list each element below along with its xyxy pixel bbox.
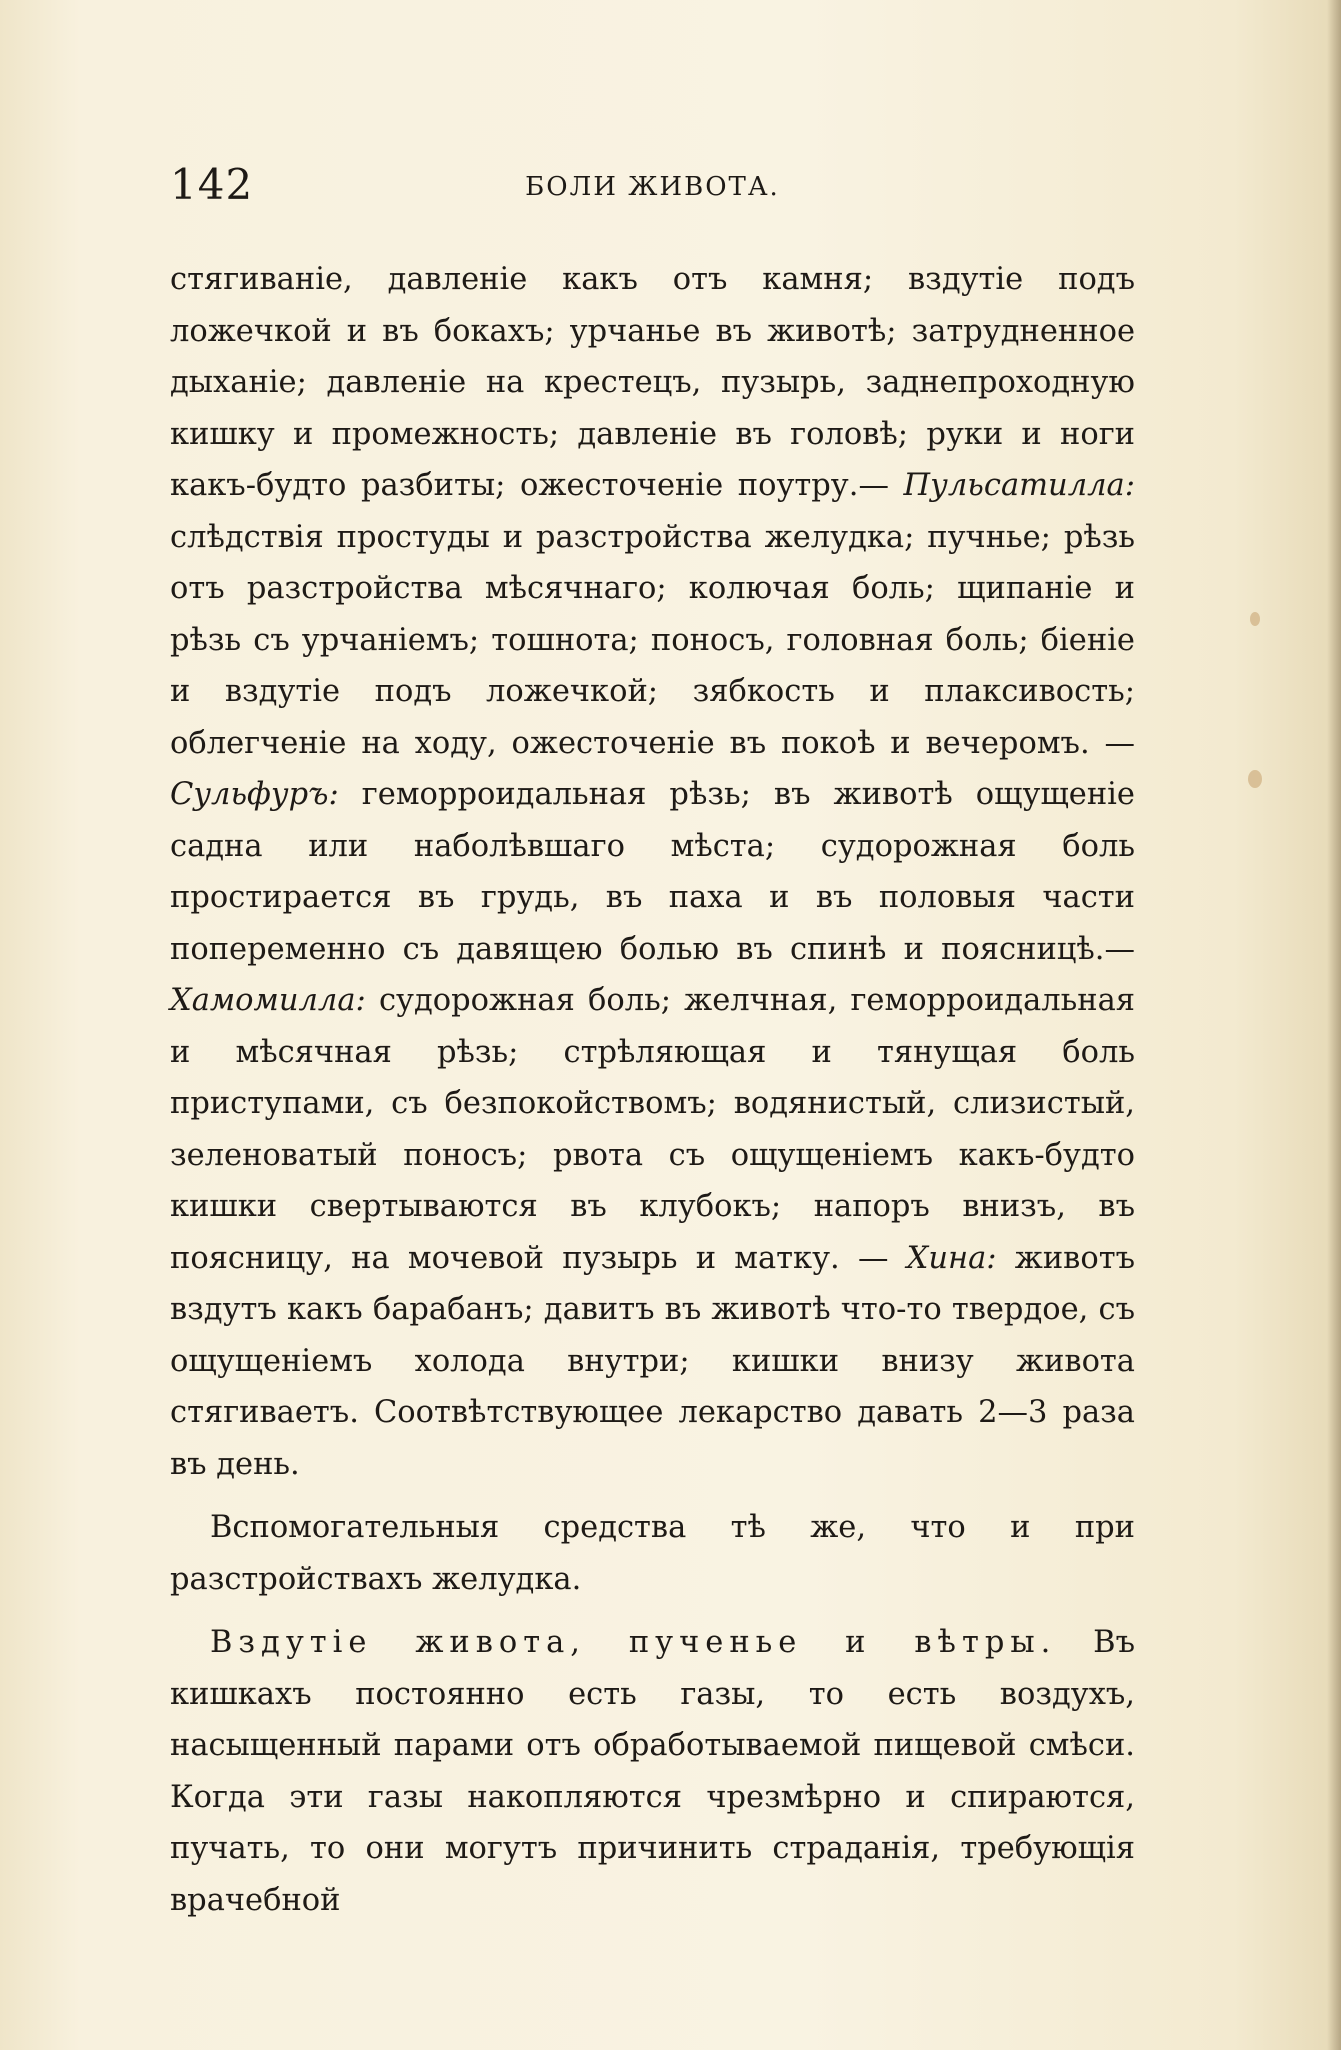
paragraph [170, 1617, 1135, 1926]
page-number: 142 [170, 160, 254, 209]
text-run: слѣдствія простуды и разстройства желудка; пучнье; рѣзь отъ разстройства мѣсячнаго; колючая боль; щипаніе и рѣзь съ урчаніемъ; тошнота; поносъ, головная боль; біеніе и вздутіе подъ ложечкой; зябкость и плаксивость; облегченіе на ходу, ожесточеніе въ покоѣ и вечеромъ. — [170, 519, 1135, 761]
ink-blot [1248, 770, 1262, 788]
paragraph [170, 1502, 1135, 1605]
page-header [170, 160, 1135, 220]
remedy-name: Пульсатилла: [903, 468, 1135, 503]
remedy-name: Хамомилла: [170, 983, 366, 1018]
running-title: БОЛИ ЖИВОТА. [525, 172, 780, 202]
paragraph [170, 254, 1135, 1490]
section-heading: Вздутіе живота, пученье и вѣтры. [210, 1625, 1057, 1660]
text-run: Въ кишкахъ постоянно есть газы, то есть воздухъ, насыщенный парами отъ обработываемой пищевой смѣси. Когда эти газы накопляются чрезмѣрно и спираются, пучать, то они могутъ причинить страданія, требующія врачебной [170, 1625, 1135, 1918]
text-run: животъ вздутъ какъ барабанъ; давитъ въ животѣ что-то твердое, съ ощущеніемъ холода внутри; кишки внизу живота стягиваетъ. Соотвѣтствующее лекарство давать 2—3 раза въ день. [170, 1240, 1135, 1482]
text-run: геморроидальная рѣзь; въ животѣ ощущеніе садна или наболѣвшаго мѣста; судорожная боль простирается въ грудь, въ паха и въ половыя части попеременно съ давящею болью въ спинѣ и поясницѣ.— [170, 777, 1135, 967]
text-run: Вспомогательныя средства тѣ же, что и при разстройствахъ желудка. [170, 1510, 1135, 1597]
remedy-name: Сульфуръ: [170, 777, 339, 812]
text-run: стягиваніе, давленіе какъ отъ камня; вздутіе подъ ложечкой и въ бокахъ; урчанье въ животѣ; затрудненное дыханіе; давленіе на крестецъ, пузырь, заднепроходную кишку и промежность; давленіе въ головѣ; руки и ноги какъ-будто разбиты; ожесточеніе поутру.— [170, 262, 1135, 503]
body-text [170, 254, 1135, 1926]
text-run: судорожная боль; желчная, геморроидальная и мѣсячная рѣзь; стрѣляющая и тянущая боль приступами, съ безпокойствомъ; водянистый, слизистый, зеленоватый поносъ; рвота съ ощущеніемъ какъ-будто кишки свертываются въ клубокъ; напоръ внизъ, въ поясницу, на мочевой пузырь и матку. — [170, 983, 1135, 1276]
ink-blot [1250, 612, 1260, 626]
page-edge-shadow [1327, 0, 1341, 2050]
remedy-name: Хина: [906, 1240, 997, 1276]
